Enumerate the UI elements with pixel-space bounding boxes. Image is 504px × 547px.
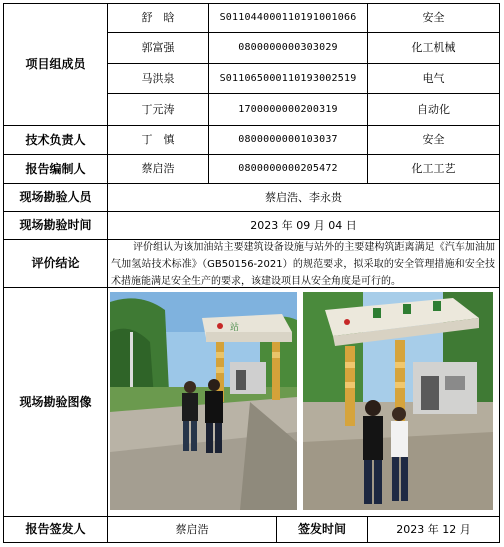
station-sign-text: 站 (230, 323, 240, 333)
site-time-value: 2023 年 09 月 04 日 (250, 218, 357, 232)
site-photo-1 (110, 292, 297, 510)
compiler-cert: 0800000000205472 (238, 163, 338, 174)
site-personnel-value: 蔡启浩、李永贵 (265, 190, 342, 204)
tech-lead-name: 丁 慎 (141, 133, 175, 147)
compiler-label: 报告编制人 (25, 161, 86, 176)
site-images-label: 现场勘验图像 (19, 394, 92, 409)
member-name: 丁元涛 (141, 102, 175, 116)
report-table (3, 3, 500, 543)
compiler-name: 蔡启浩 (141, 162, 175, 176)
member-name: 郭富强 (141, 41, 175, 55)
sign-time-label: 签发时间 (297, 522, 346, 537)
conclusion-label: 评价结论 (31, 256, 80, 271)
member-cert: S011044000110191001066 (219, 12, 357, 23)
members-section-label: 项目组成员 (25, 57, 86, 72)
member-field: 自动化 (417, 102, 450, 116)
member-cert: 1700000000200319 (238, 103, 338, 115)
member-cert: S011065000110193002519 (219, 72, 357, 84)
site-photo-2 (303, 292, 493, 510)
member-name: 马洪泉 (141, 71, 175, 85)
signatory-label: 报告签发人 (25, 522, 86, 537)
tech-lead-field: 安全 (422, 133, 445, 147)
sign-time-value: 2023 年 12 月 (396, 522, 471, 536)
member-field: 化工机械 (411, 41, 456, 55)
tech-lead-label: 技术负责人 (25, 132, 86, 147)
member-field: 电气 (422, 71, 445, 85)
compiler-field: 化工工艺 (411, 162, 456, 176)
conclusion-text: 评价组认为该加油站主要建筑设备设施与站外的主要建构筑距离满足《汽车加油加气加氢站技术标准》（GB50156-2021）的规范要求，拟采取的安全管理措施和安全技术措施能满足安全生产的要求，该建设项目从安全角度是可行的。 (111, 242, 495, 287)
member-cert: 0800000000303029 (238, 42, 338, 53)
site-time-label: 现场勘验时间 (19, 218, 92, 233)
member-field: 安全 (422, 11, 445, 25)
tech-lead-cert: 0800000000103037 (238, 134, 338, 145)
site-personnel-label: 现场勘验人员 (19, 190, 92, 205)
member-name: 舒 晗 (141, 11, 175, 25)
signatory-name: 蔡启浩 (175, 522, 209, 536)
